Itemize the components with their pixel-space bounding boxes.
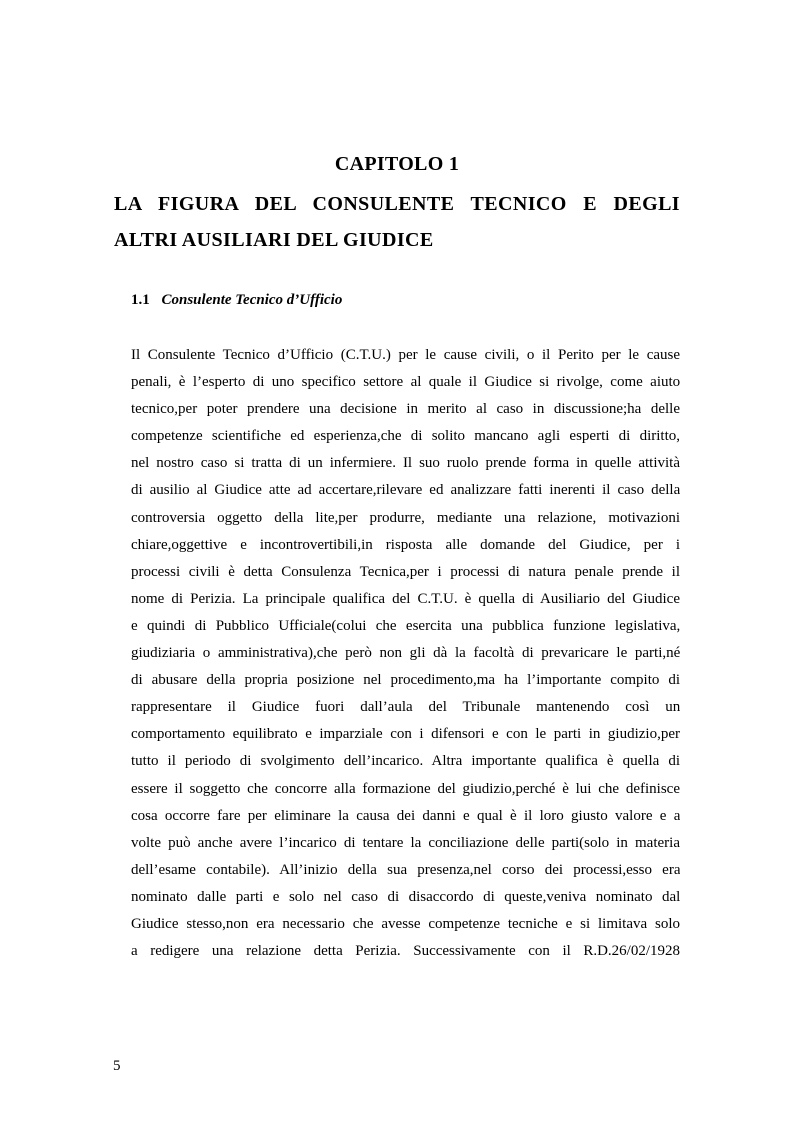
chapter-title-line: ALTRI AUSILIARI DEL GIUDICE [114, 229, 434, 251]
chapter-title-line: LA FIGURA DEL CONSULENTE TECNICO E DEGLI [114, 193, 680, 215]
chapter-label: CAPITOLO 1 [334, 153, 460, 175]
text-line: comportamento equilibrato e imparziale con i difensori e con le parti in giudizio,per [131, 726, 680, 743]
section-title: Consulente Tecnico d’Ufficio [161, 292, 343, 308]
text-line: giudiziaria o amministrativa),che però non gli dà la facoltà di prevaricare le parti,né [131, 645, 680, 662]
text-line: competenze scientifiche ed esperienza,che di solito mancano agli esperti di diritto, [131, 428, 680, 445]
body-paragraph [131, 342, 680, 965]
text-line: controversia oggetto della lite,per produrre, mediante una relazione, motivazioni [131, 509, 680, 526]
text-line: essere il soggetto che concorre alla formazione del giudizio,perché è lui che definisce [131, 780, 680, 797]
text-line: e quindi di Pubblico Ufficiale(colui che esercita una pubblica funzione legislativa, [131, 617, 680, 634]
page-number: 5 [113, 1058, 121, 1074]
text-line: tecnico,per poter prendere una decisione in merito al caso in discussione;ha delle [131, 401, 680, 418]
text-line: tutto il periodo di svolgimento dell’incarico. Altra importante qualifica è quella di [131, 753, 680, 770]
chapter-title [114, 186, 680, 258]
text-line: a redigere una relazione detta Perizia. Successivamente con il R.D.26/02/1928 [131, 943, 680, 960]
text-line: nome di Perizia. La principale qualifica del C.T.U. è quella di Ausiliario del Giudice [131, 590, 680, 607]
text-line: cosa occorre fare per eliminare la causa dei danni e qual è il loro giusto valore e a [131, 807, 680, 824]
text-line: Il Consulente Tecnico d’Ufficio (C.T.U.) per le cause civili, o il Perito per le cause [131, 347, 680, 363]
text-line: processi civili è detta Consulenza Tecnica,per i processi di natura penale prende il [131, 563, 680, 580]
text-line: di abusare della propria posizione nel procedimento,ma ha l’importante compito di [131, 672, 680, 689]
text-line: penali, è l’esperto di uno specifico settore al quale il Giudice si rivolge, come aiuto [131, 374, 680, 391]
text-line: nominato dalle parti e solo nel caso di disaccordo di queste,veniva nominato dal [131, 888, 680, 905]
text-line: nel nostro caso si tratta di un infermiere. Il suo ruolo prende forma in quelle attività [131, 455, 680, 472]
text-line: dell’esame contabile). All’inizio della sua presenza,nel corso dei processi,esso era [131, 861, 680, 878]
section-number: 1.1 [131, 292, 150, 308]
text-line: chiare,oggettive e incontrovertibili,in risposta alle domande del Giudice, per i [131, 536, 680, 553]
text-line: volte può anche avere l’incarico di tentare la conciliazione delle parti(solo in materia [131, 834, 680, 851]
section-heading [131, 289, 342, 311]
text-line: rappresentare il Giudice fuori dall’aula del Tribunale mantenendo così un [131, 699, 680, 716]
text-line: Giudice stesso,non era necessario che avesse competenze tecniche e si limitava solo [131, 915, 680, 932]
text-line: di ausilio al Giudice atte ad accertare,rilevare ed analizzare fatti inerenti il caso della [131, 482, 680, 499]
